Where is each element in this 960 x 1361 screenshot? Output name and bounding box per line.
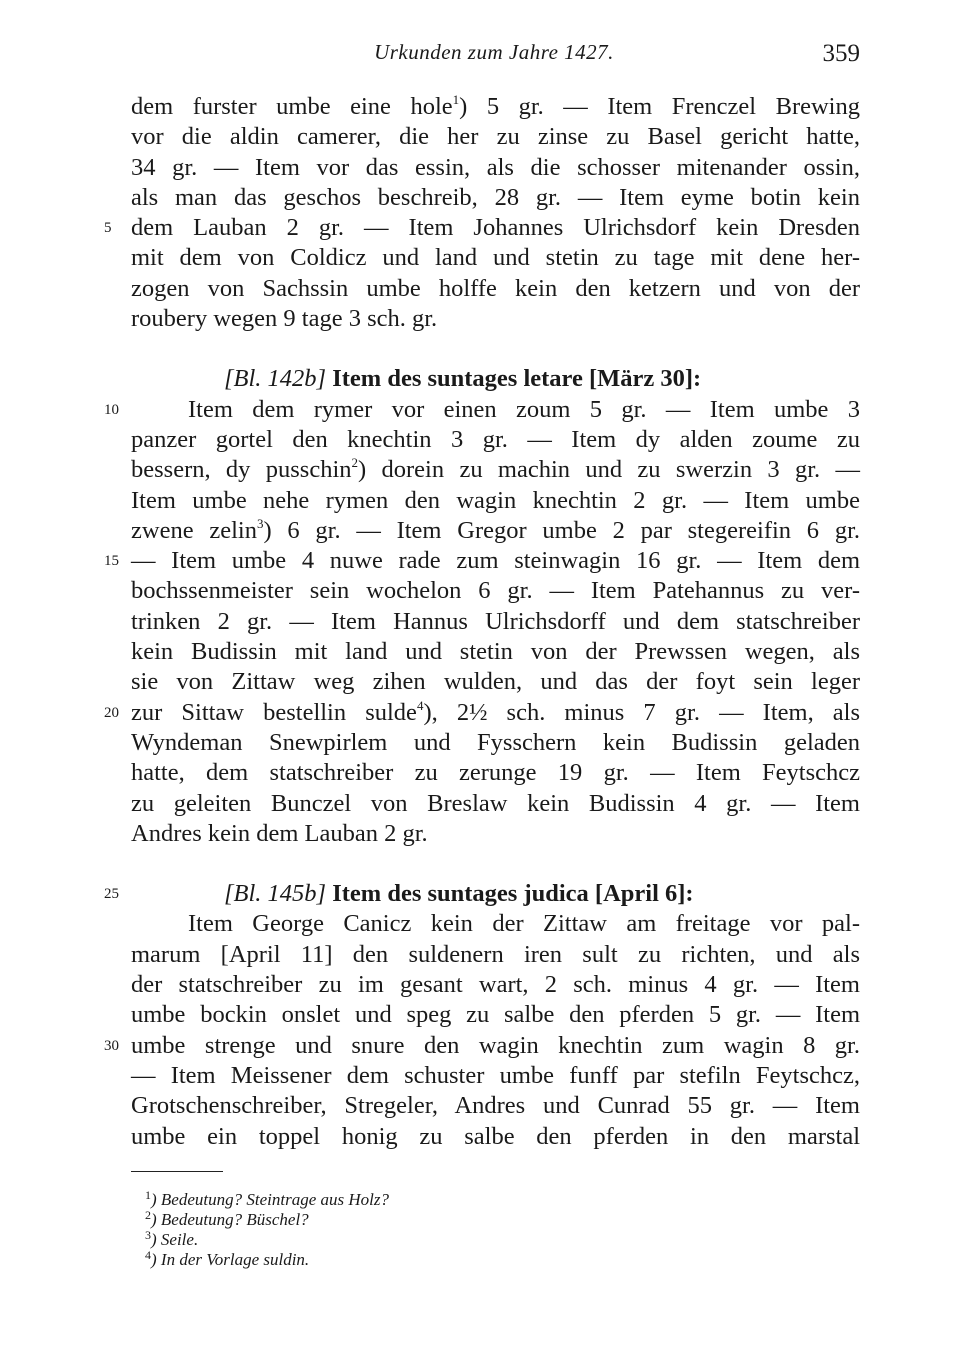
footnote (145, 1250, 389, 1270)
text-span: zwene zelin (131, 516, 257, 544)
text-line: panzer gortel den knechtin 3 gr. — Item dy alden zoume zu (131, 425, 860, 453)
line-number: 25 (104, 886, 119, 903)
text-line: Wyndeman Snewpirlem und Fysschern kein Budissin geladen (131, 728, 860, 756)
page-number: 359 (822, 40, 860, 67)
footnote-number: 1 (145, 1188, 151, 1202)
footnote-ref: 3 (256, 515, 264, 531)
footnotes (145, 1190, 389, 1270)
footnote-ref: 1 (452, 92, 460, 107)
running-title: Urkunden zum Jahre 1427. (374, 40, 614, 64)
text-line: Grotschenschreiber, Stregeler, Andres und Cunrad 55 gr. — Item (131, 1092, 860, 1120)
footnote-number: 3 (145, 1228, 151, 1242)
footnote-number: 4 (145, 1248, 151, 1262)
text-line: Item George Canicz kein der Zittaw am freitage vor pal- (188, 910, 860, 938)
text-line: marum [April 11] den suldenern iren sult zu richten, und als (131, 940, 860, 968)
footnote (145, 1210, 389, 1230)
line-number: 5 (104, 220, 112, 237)
text-line (131, 516, 860, 546)
text-span: dem Lauban 2 gr. — Item Johannes Ulrichsdorf kein Dresden (131, 214, 860, 242)
line-number: 10 (104, 401, 119, 418)
footnote-divider (131, 1171, 223, 1172)
text-span: Item dem rymer vor einen zoum 5 gr. — Item umbe 3 (188, 395, 860, 423)
text-line: Andres kein dem Lauban 2 gr. (131, 819, 428, 847)
text-span: dem furster umbe eine hole (131, 93, 453, 120)
text-line: mit dem von Coldicz und land und stetin zu tage mit dene her- (131, 244, 860, 272)
heading-text: Item des suntages judica [April 6]: (332, 880, 694, 908)
text-line (131, 92, 860, 122)
main-text (104, 92, 861, 1152)
text-line: zogen von Sachssin umbe holffe kein den ketzern und von der (131, 274, 860, 302)
text-line: als man das geschos beschreib, 28 gr. — Item eyme botin kein (131, 183, 860, 211)
footnote-text: ) Seile. (151, 1230, 199, 1249)
text-line: — Item Meissener dem schuster umbe funff par stefiln Feytschcz, (131, 1061, 860, 1089)
text-span: bessern, dy pusschin (131, 456, 352, 484)
section-heading (104, 879, 860, 909)
footnote-text: ) Bedeutung? Steintrage aus Holz? (151, 1190, 389, 1209)
footnote-text: ) In der Vorlage suldin. (151, 1250, 310, 1269)
text-line: umbe bockin onslet und speg zu salbe den pferden 5 gr. — Item (131, 1001, 860, 1029)
text-line (104, 213, 860, 243)
heading-text: Item des suntages letare [März 30]: (332, 365, 702, 393)
text-span: ) 6 gr. — Item Gregor umbe 2 par stegereifin 6 gr. (263, 516, 860, 544)
footnote-number: 2 (145, 1208, 151, 1222)
text-span: ) dorein zu machin und zu swerzin 3 gr. — (358, 456, 861, 484)
text-span: — Item umbe 4 nuwe rade zum steinwagin 16 gr. — Item dem (131, 547, 860, 575)
text-line: 34 gr. — Item vor das essin, als die schosser mitenander ossin, (131, 153, 860, 181)
text-line (131, 455, 860, 485)
folio-ref: [Bl. 145b] (224, 880, 327, 908)
line-number: 30 (104, 1037, 119, 1054)
text-line: bochssenmeister sein wochelon 6 gr. — Item Patehannus zu ver- (131, 577, 860, 605)
text-line: Item umbe nehe rymen den wagin knechtin 2 gr. — Item umbe (131, 486, 860, 514)
footnote-text: ) Bedeutung? Büschel? (151, 1210, 309, 1229)
text-span: zur Sittaw bestellin sulde (131, 698, 417, 726)
text-line: roubery wegen 9 tage 3 sch. gr. (131, 305, 438, 333)
line-number: 20 (104, 704, 119, 721)
text-line: zu geleiten Bunczel von Breslaw kein Budissin 4 gr. — Item (131, 789, 860, 817)
text-line (104, 697, 861, 728)
text-line: vor die aldin camerer, die her zu zinse zu Basel gericht hatte, (131, 123, 860, 151)
text-line: trinken 2 gr. — Item Hannus Ulrichsdorff und dem statschreiber (131, 607, 860, 635)
text-line: kein Budissin mit land und stetin von der Prewssen wegen, als (131, 638, 860, 666)
text-line (104, 1031, 860, 1061)
text-line (104, 395, 860, 425)
text-span: ), 2½ sch. minus 7 gr. — Item, als (423, 698, 861, 726)
text-span: ) 5 gr. — Item Frenczel Brewing (459, 93, 860, 120)
page-header (128, 40, 860, 80)
folio-ref: [Bl. 142b] (224, 365, 327, 393)
text-line: der statschreiber zu im gesant wart, 2 sch. minus 4 gr. — Item (131, 971, 860, 999)
text-line (104, 546, 860, 576)
text-line: sie von Zittaw weg zihen wulden, und das der foyt sein leger (131, 668, 860, 696)
text-line: umbe ein toppel honig zu salbe den pferden in den marstal (131, 1122, 860, 1150)
footnote-ref: 4 (416, 697, 424, 713)
line-number: 15 (104, 553, 119, 570)
footnote (145, 1230, 389, 1250)
text-line: hatte, dem statschreiber zu zerunge 19 gr. — Item Feytschcz (131, 759, 860, 787)
text-span: umbe strenge und snure den wagin knechtin zum wagin 8 gr. (131, 1031, 860, 1059)
footnote-ref: 2 (351, 455, 359, 471)
section-heading (131, 364, 860, 394)
footnote (145, 1190, 389, 1210)
